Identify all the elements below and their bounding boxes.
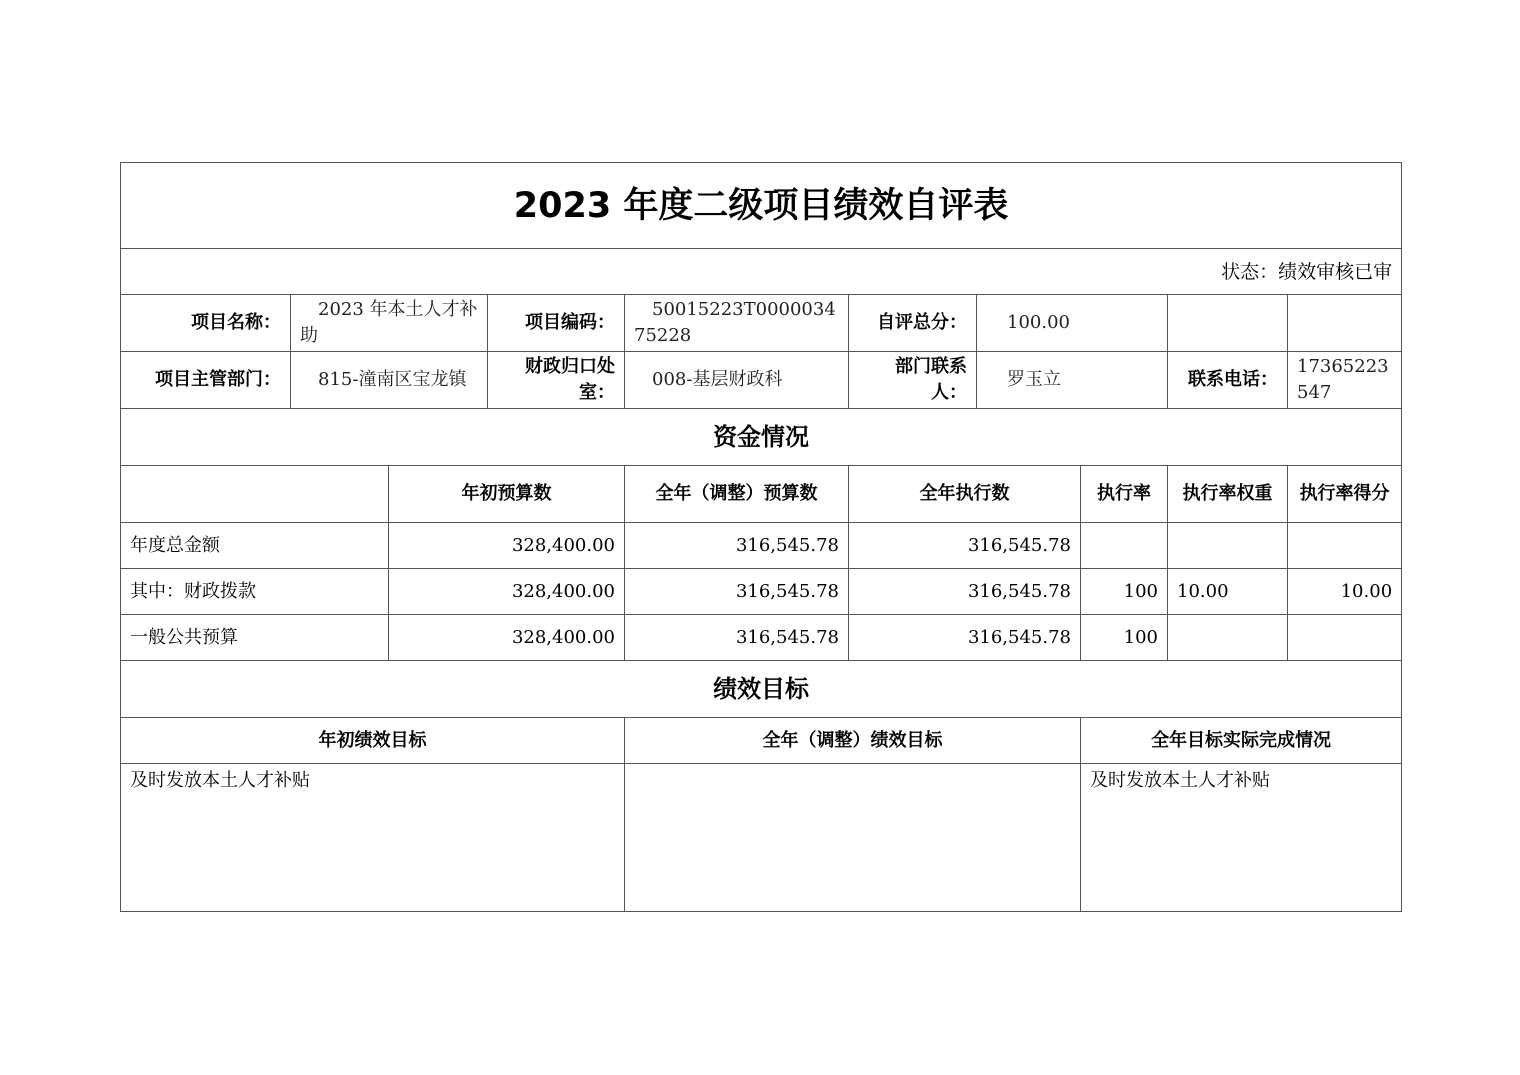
dept-label: 项目主管部门： xyxy=(121,352,291,409)
fund-row-initial: 328,400.00 xyxy=(389,615,625,661)
fund-row-score xyxy=(1288,523,1402,569)
evaluation-table xyxy=(120,162,1402,912)
table-row xyxy=(121,569,1402,615)
fund-row-name: 其中：财政拨款 xyxy=(121,569,389,615)
project-code-label: 项目编码： xyxy=(488,295,625,352)
funds-header-rate: 执行率 xyxy=(1081,466,1168,523)
funds-header-weight: 执行率权重 xyxy=(1168,466,1288,523)
goals-header-initial: 年初绩效目标 xyxy=(121,718,625,764)
project-name-value: 2023 年本土人才补助 xyxy=(291,295,488,352)
fund-row-weight xyxy=(1168,615,1288,661)
goal-actual-text: 及时发放本土人才补贴 xyxy=(1081,764,1402,912)
funds-header-executed: 全年执行数 xyxy=(849,466,1081,523)
finance-office-value: 008-基层财政科 xyxy=(625,352,849,409)
fund-row-score xyxy=(1288,615,1402,661)
performance-evaluation-sheet xyxy=(120,162,1401,912)
contact-label: 部门联系人： xyxy=(849,352,977,409)
goal-initial-text: 及时发放本土人才补贴 xyxy=(121,764,625,912)
fund-row-name: 一般公共预算 xyxy=(121,615,389,661)
fund-row-executed: 316,545.78 xyxy=(849,523,1081,569)
fund-row-score: 10.00 xyxy=(1288,569,1402,615)
phone-value: 17365223547 xyxy=(1288,352,1402,409)
fund-row-weight xyxy=(1168,523,1288,569)
fund-row-executed: 316,545.78 xyxy=(849,615,1081,661)
fund-row-initial: 328,400.00 xyxy=(389,523,625,569)
fund-row-rate xyxy=(1081,523,1168,569)
fund-row-executed: 316,545.78 xyxy=(849,569,1081,615)
fund-row-adjusted: 316,545.78 xyxy=(625,615,849,661)
self-score-value: 100.00 xyxy=(977,295,1168,352)
dept-value: 815-潼南区宝龙镇 xyxy=(291,352,488,409)
self-score-label: 自评总分： xyxy=(849,295,977,352)
goals-section-title: 绩效目标 xyxy=(121,661,1402,718)
project-name-label: 项目名称： xyxy=(121,295,291,352)
fund-row-weight: 10.00 xyxy=(1168,569,1288,615)
funds-header-adjusted: 全年（调整）预算数 xyxy=(625,466,849,523)
fund-row-adjusted: 316,545.78 xyxy=(625,523,849,569)
goals-header-actual: 全年目标实际完成情况 xyxy=(1081,718,1402,764)
fund-row-rate: 100 xyxy=(1081,615,1168,661)
phone-label: 联系电话： xyxy=(1168,352,1288,409)
goal-adjusted-text xyxy=(625,764,1081,912)
goals-header-adjusted: 全年（调整）绩效目标 xyxy=(625,718,1081,764)
contact-value: 罗玉立 xyxy=(977,352,1168,409)
empty-cell xyxy=(1288,295,1402,352)
fund-row-adjusted: 316,545.78 xyxy=(625,569,849,615)
fund-row-initial: 328,400.00 xyxy=(389,569,625,615)
finance-office-label: 财政归口处室： xyxy=(488,352,625,409)
funds-header-score: 执行率得分 xyxy=(1288,466,1402,523)
page-title: 2023 年度二级项目绩效自评表 xyxy=(121,163,1402,249)
funds-header-blank xyxy=(121,466,389,523)
status-text: 状态：绩效审核已审 xyxy=(121,249,1402,295)
table-row xyxy=(121,615,1402,661)
funds-header-initial: 年初预算数 xyxy=(389,466,625,523)
empty-cell xyxy=(1168,295,1288,352)
project-code-value: 50015223T000003475228 xyxy=(625,295,849,352)
table-row xyxy=(121,523,1402,569)
funds-section-title: 资金情况 xyxy=(121,409,1402,466)
fund-row-name: 年度总金额 xyxy=(121,523,389,569)
fund-row-rate: 100 xyxy=(1081,569,1168,615)
